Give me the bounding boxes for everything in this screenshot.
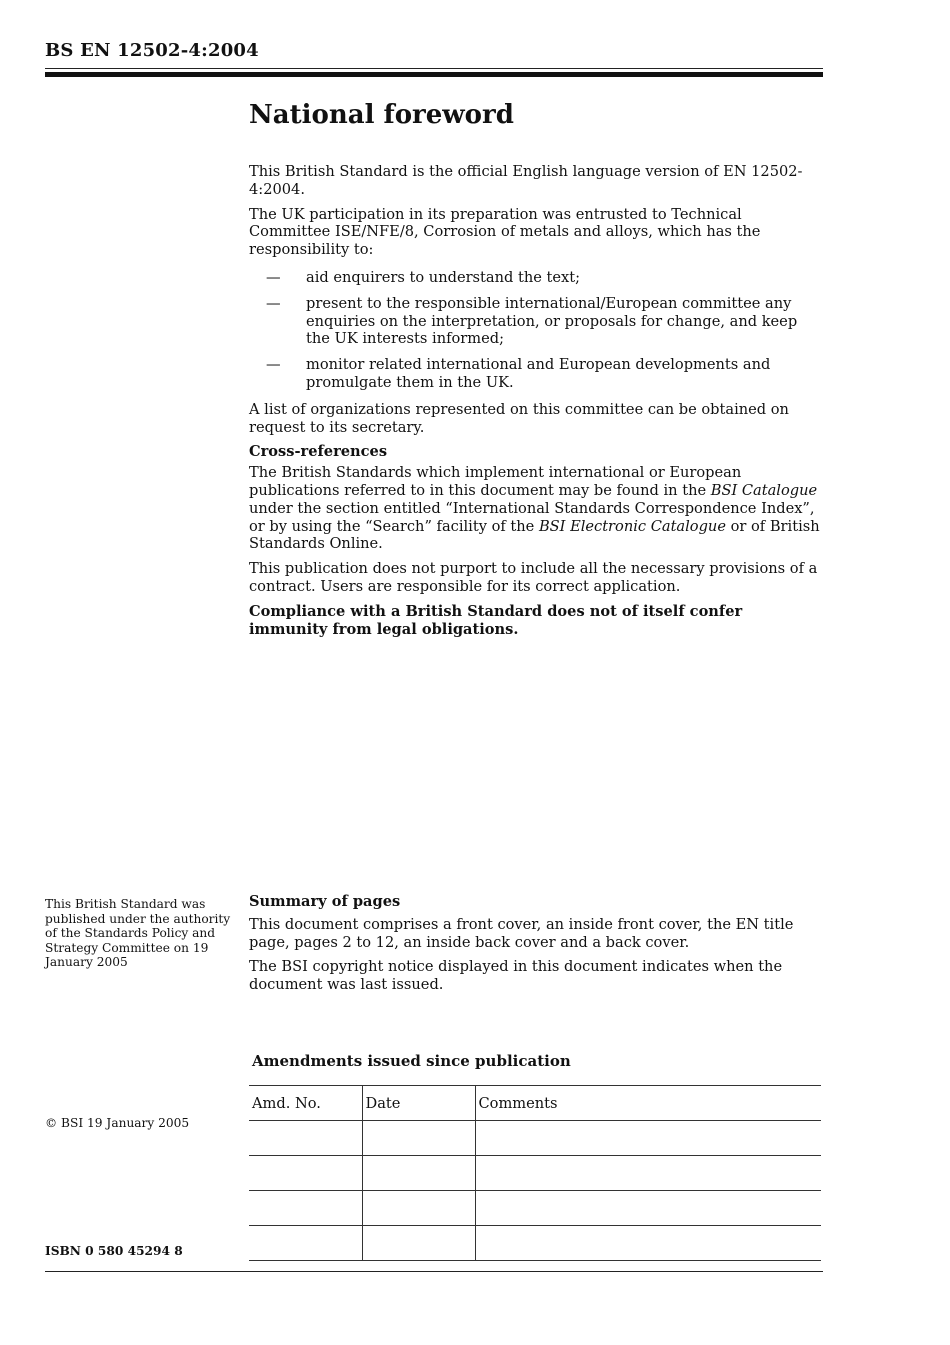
copyright-notice-paragraph: The BSI copyright notice displayed in this document indicates when the document was last issued. — [249, 958, 783, 994]
bsi-electronic-catalogue-italic: BSI Electronic Catalogue — [538, 517, 726, 535]
table-cell — [475, 1156, 821, 1191]
footer-rule — [45, 1271, 823, 1272]
summary-paragraph: This document comprises a front cover, an inside front cover, the EN title page, pages 2 to 12, an inside back cover and a back cover. — [249, 915, 794, 951]
table-cell — [362, 1156, 475, 1191]
table-cell — [475, 1191, 821, 1226]
amendments-table — [249, 1085, 821, 1261]
dash-marker: — — [266, 268, 281, 286]
foreword-body — [249, 163, 823, 645]
bsi-catalogue-italic: BSI Catalogue — [710, 481, 818, 499]
organizations-paragraph: A list of organizations represented on this committee can be obtained on request to its secretary. — [249, 400, 789, 436]
table-cell — [475, 1121, 821, 1156]
list-item — [249, 269, 823, 287]
intro-paragraph: This British Standard is the official English language version of EN 12502-4:2004. — [249, 163, 803, 198]
publication-authority-note: This British Standard was published under the authority of the Standards Policy and Strategy Committee on 19 January 2005 — [45, 897, 231, 970]
table-cell — [249, 1121, 362, 1156]
committee-paragraph: The UK participation in its preparation was entrusted to Technical Committee ISE/NFE/8, Corrosion of metals and alloys, which has the responsibility to: — [249, 205, 761, 259]
responsibility-list — [249, 269, 823, 392]
column-header-date: Date — [362, 1086, 475, 1121]
crossref-text: or of British Standards Online. — [249, 517, 820, 553]
cross-references-paragraph — [249, 464, 823, 553]
table-cell — [249, 1191, 362, 1226]
page-title: National foreword — [249, 100, 514, 130]
dash-marker: — — [266, 294, 281, 312]
compliance-statement: Compliance with a British Standard does not of itself confer immunity from legal obligations. — [249, 602, 743, 638]
crossref-text: under the section entitled “International Standards Correspondence Index”, or by using the “Search” facility of the — [249, 499, 815, 535]
table-row — [249, 1121, 821, 1156]
table-cell — [362, 1226, 475, 1261]
list-item-text: aid enquirers to understand the text; — [306, 268, 581, 286]
document-id: BS EN 12502-4:2004 — [45, 40, 259, 61]
column-header-comments: Comments — [475, 1086, 821, 1121]
header-rule-thin — [45, 68, 823, 69]
list-item — [249, 356, 823, 392]
column-header-amd-no: Amd. No. — [249, 1086, 362, 1121]
header-rule-thick — [45, 72, 823, 77]
table-cell — [475, 1226, 821, 1261]
table-cell — [249, 1226, 362, 1261]
provisions-paragraph: This publication does not purport to include all the necessary provisions of a contract. Users are responsible for its correct application. — [249, 560, 818, 595]
summary-of-pages — [249, 893, 823, 1001]
list-item-text: monitor related international and European developments and promulgate them in the UK. — [306, 356, 771, 391]
list-item — [249, 295, 823, 348]
copyright-notice: © BSI 19 January 2005 — [45, 1116, 190, 1130]
table-row — [249, 1191, 821, 1226]
dash-marker: — — [266, 356, 281, 374]
table-row — [249, 1226, 821, 1261]
table-header-row — [249, 1086, 821, 1121]
table-row — [249, 1156, 821, 1191]
cross-references-heading: Cross-references — [249, 443, 388, 461]
amendments-title: Amendments issued since publication — [252, 1052, 571, 1070]
summary-heading: Summary of pages — [249, 893, 401, 910]
table-cell — [362, 1121, 475, 1156]
list-item-text: present to the responsible international/European committee any enquiries on the interpretation, or proposals for change, and keep the UK interests informed; — [306, 294, 798, 348]
isbn: ISBN 0 580 45294 8 — [45, 1244, 183, 1258]
table-cell — [249, 1156, 362, 1191]
table-cell — [362, 1191, 475, 1226]
crossref-text: The British Standards which implement international or European publications referred to in this document may be found in the — [249, 464, 742, 499]
